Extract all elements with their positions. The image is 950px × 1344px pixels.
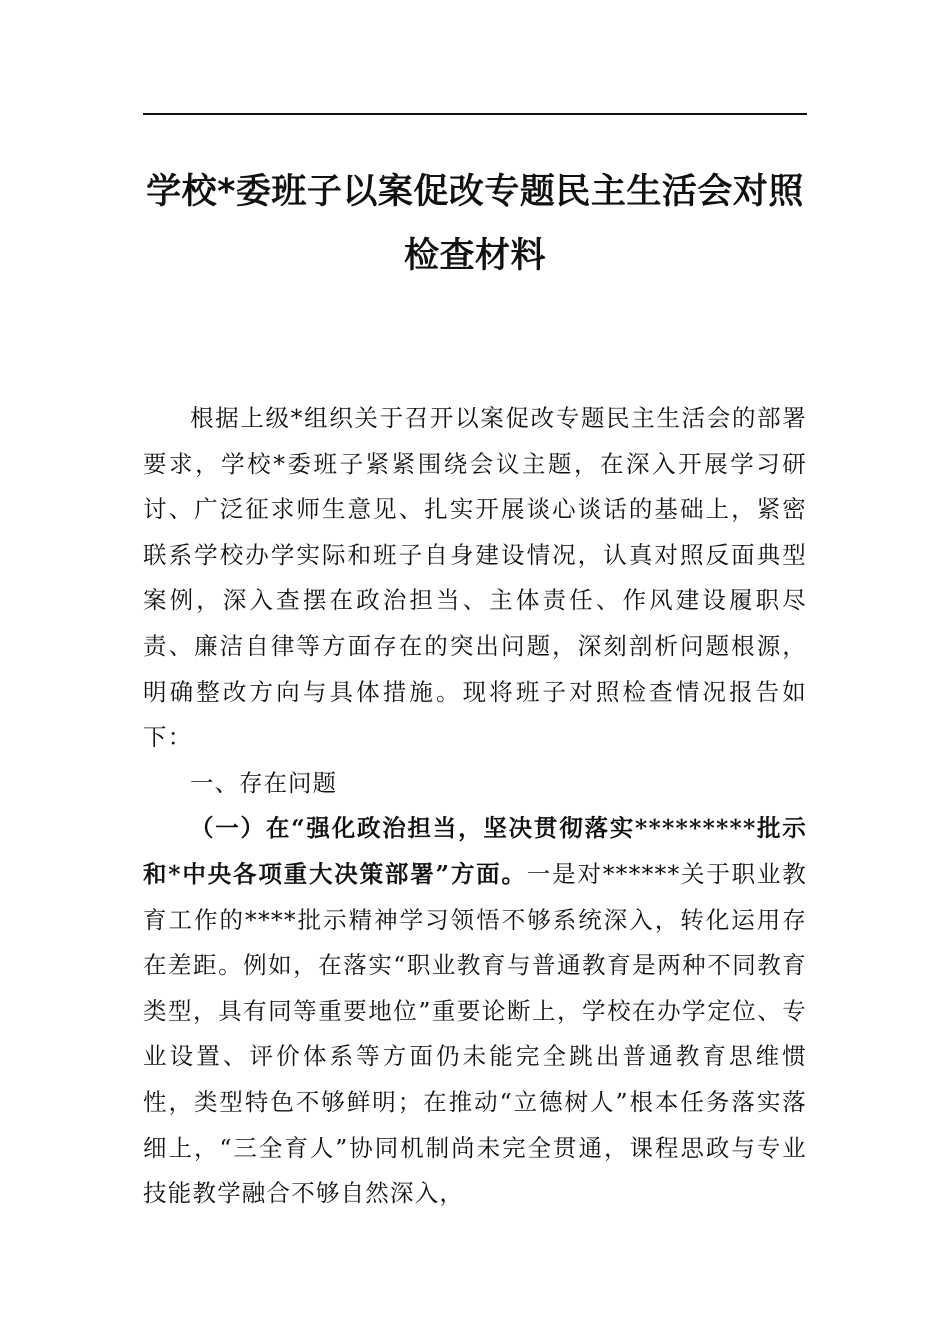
document-body <box>143 396 807 1217</box>
problem-item-1-lead: （一）在“强化政治担当，坚决贯彻落实*********批示和*中央各项重大决策部署”方面。 <box>143 814 807 888</box>
document-title <box>143 160 807 288</box>
problem-item-1 <box>143 806 807 1216</box>
intro-paragraph: 根据上级*组织关于召开以案促改专题民主生活会的部署要求，学校*委班子紧紧围绕会议主题，在深入开展学习研讨、广泛征求师生意见、扎实开展谈心谈话的基础上，紧密联系学校办学实际和班子自身建设情况，认真对照反面典型案例，深入查摆在政治担当、主体责任、作风建设履职尽责、廉洁自律等方面存在的突出问题，深刻剖析问题根源，明确整改方向与具体措施。现将班子对照检查情况报告如下： <box>143 404 807 752</box>
problem-item-1-text: 一是对******关于职业教育工作的****批示精神学习领悟不够系统深入，转化运用存在差距。例如，在落实“职业教育与普通教育是两种不同教育类型，具有同等重要地位”重要论断上，学校在办学定位、专业设置、评价体系等方面仍未能完全跳出普通教育思维惯性，类型特色不够鲜明；在推动“立德树人”根本任务落实落细上，“三全育人”协同机制尚未完全贯通，课程思政与专业技能教学融合不够自然深入， <box>143 859 807 1208</box>
title-line-1: 学校*委班子以案促改专题民主生活会对照 <box>146 172 804 212</box>
header-rule <box>143 113 807 115</box>
section-heading-problems: 一、存在问题 <box>190 768 337 797</box>
title-line-2: 检查材料 <box>403 236 546 276</box>
